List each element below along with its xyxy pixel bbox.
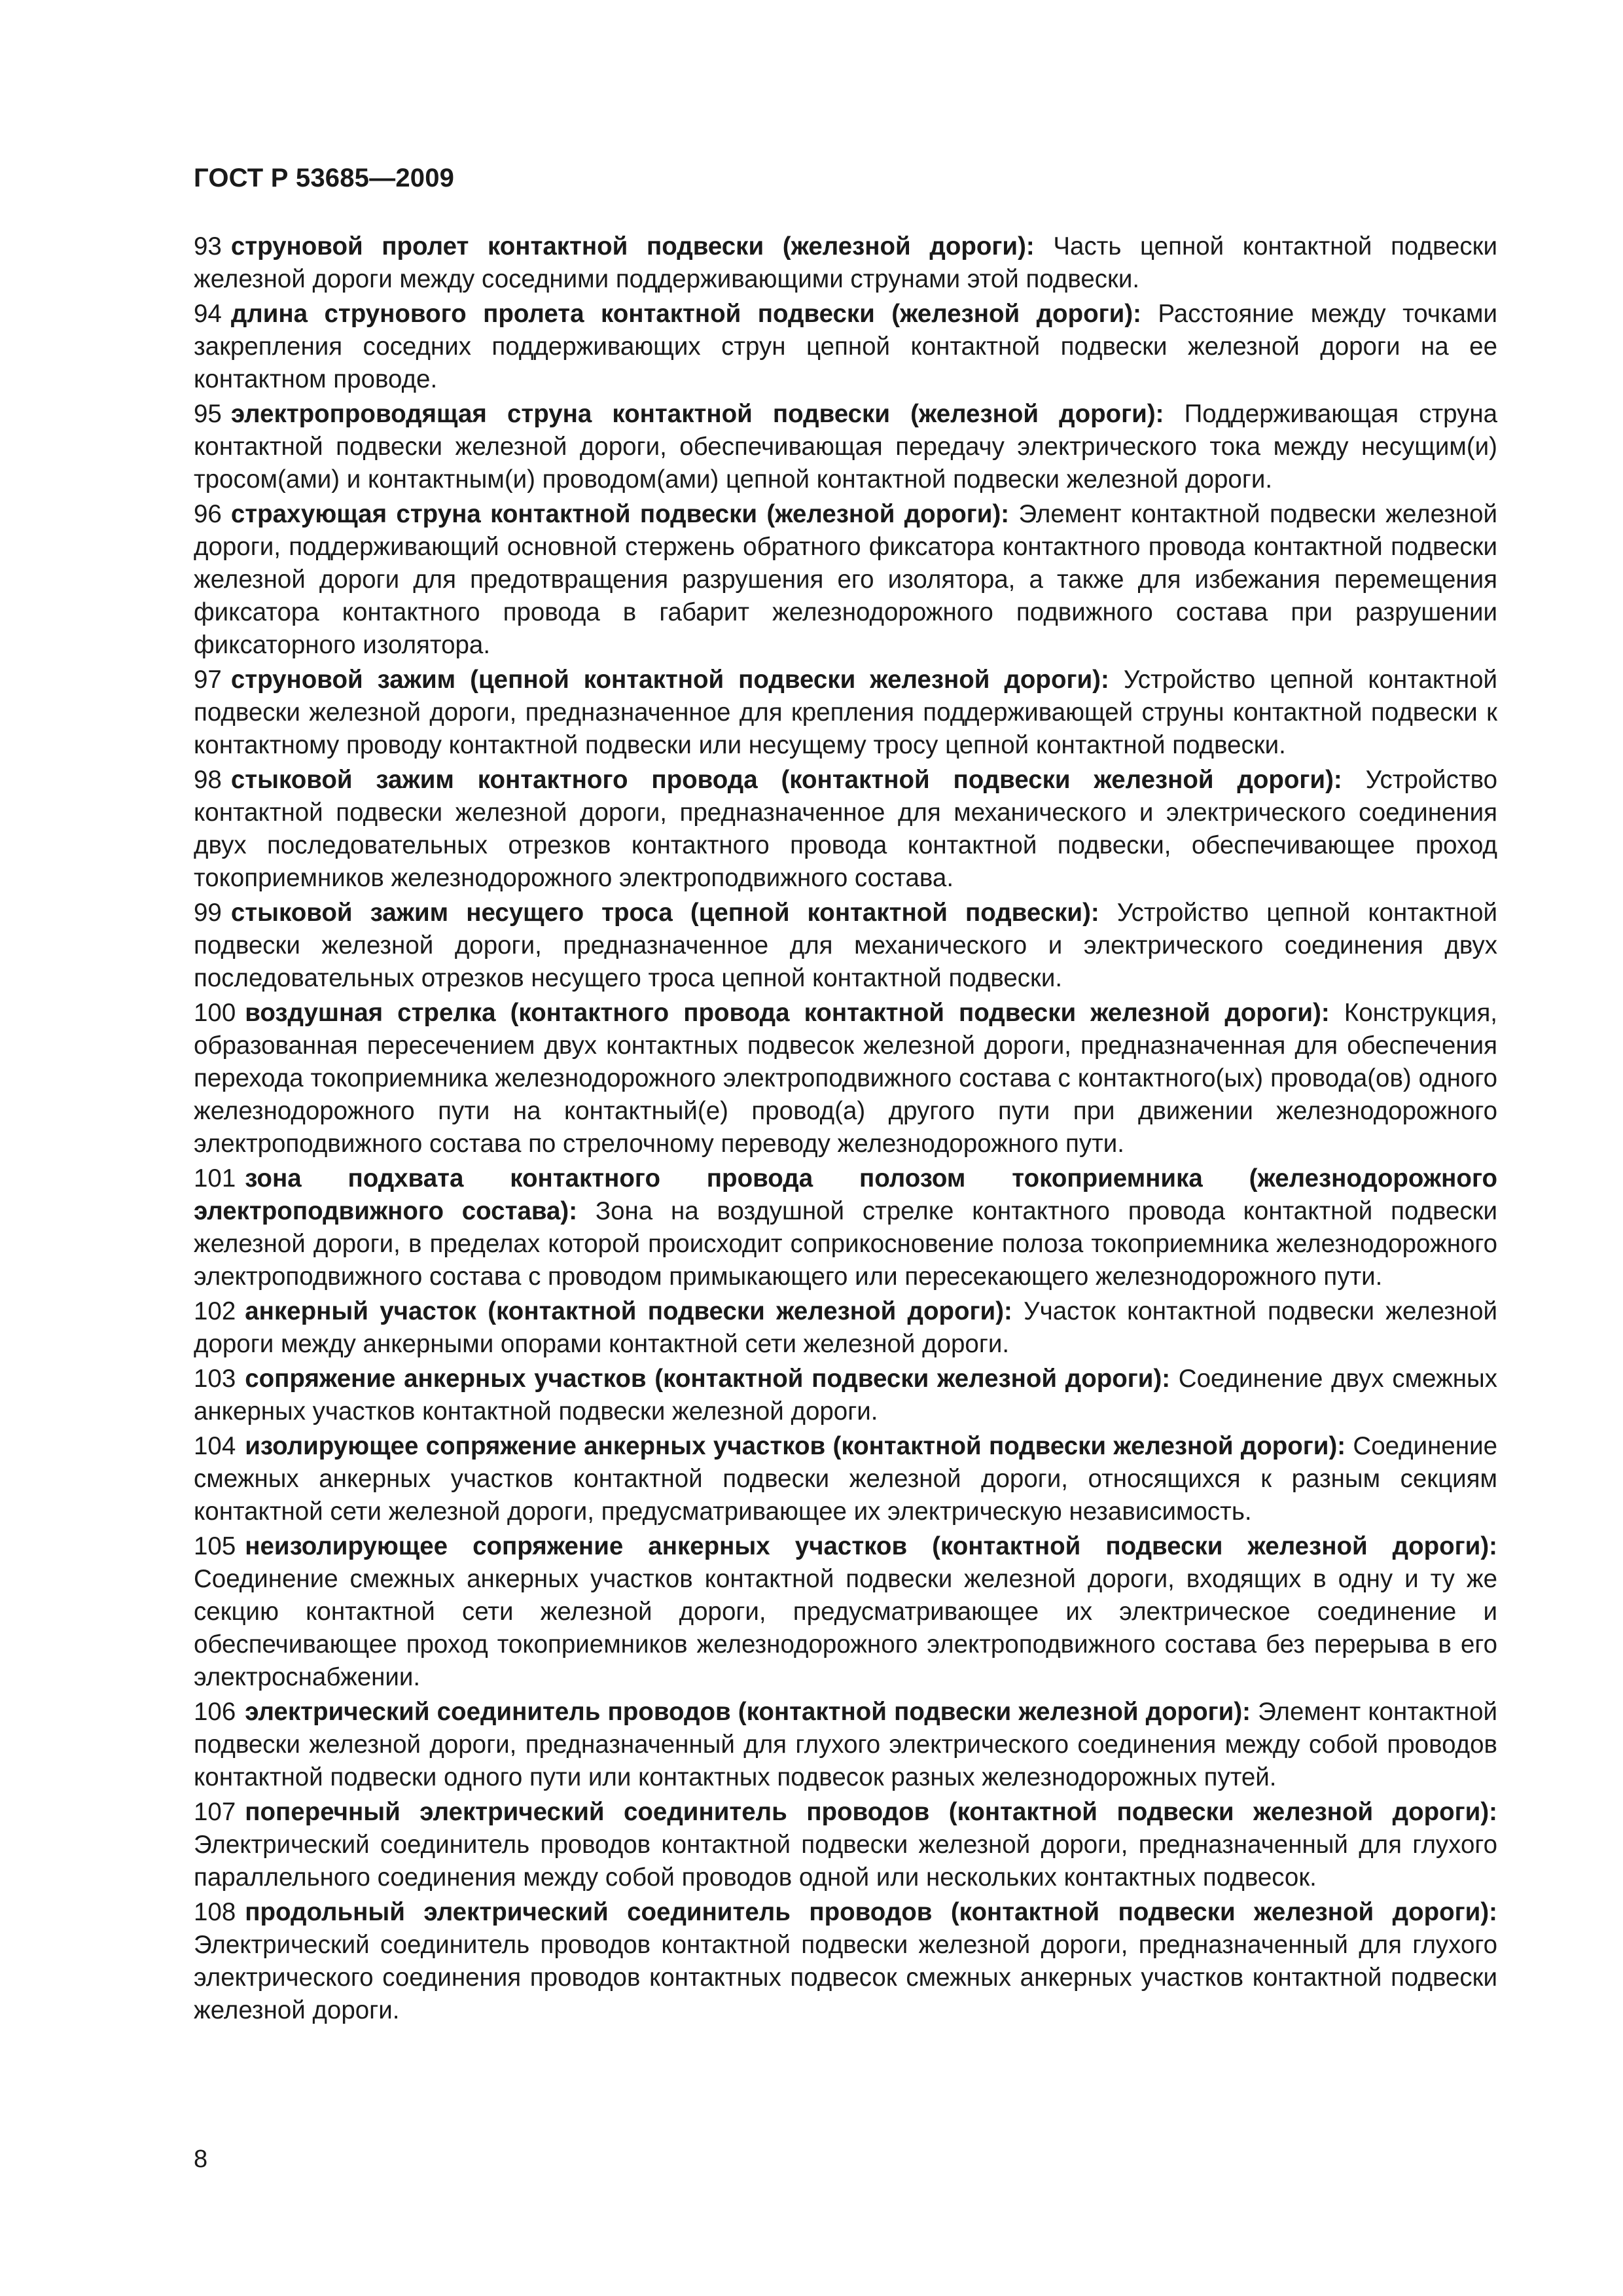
term-title: воздушная стрелка (контактного провода контактной подвески железной дороги): [245,999,1330,1027]
term-entry-104 [194,1430,1497,1528]
term-entry-99 [194,897,1497,995]
term-definition: Электрический соединитель проводов контактной подвески железной дороги, предназначенный для глухого электрического соединения проводов контактных подвесок смежных анкерных участков контактной подвески железной дороги. [194,1931,1497,2024]
terms-list [194,230,1497,2029]
term-number: 100 [194,999,236,1027]
term-title: продольный электрический соединитель проводов (контактной подвески железной дороги): [245,1898,1497,1926]
term-title: изолирующее сопряжение анкерных участков (контактной подвески железной дороги): [245,1432,1346,1460]
term-title: стыковой зажим несущего троса (цепной контактной подвески): [230,899,1099,927]
term-definition: Соединение смежных анкерных участков контактной подвески железной дороги, относящихся к разным секциям контактной сети железной дороги, предусматривающее их электрическую независимость. [194,1432,1497,1526]
term-number: 99 [194,899,222,927]
term-entry-96 [194,498,1497,662]
term-number: 104 [194,1432,236,1460]
term-number: 93 [194,232,222,260]
term-definition: Часть цепной контактной подвески железной дороги между соседними поддерживающими струнами этой подвески. [194,232,1497,293]
term-definition: Устройство цепной контактной подвески железной дороги, предназначенное для механического и электрического соединения двух последовательных отрезков несущего троса цепной контактной подвески. [194,899,1498,992]
term-entry-97 [194,664,1497,762]
term-entry-93 [194,230,1497,296]
term-number: 97 [194,666,222,694]
term-number: 101 [194,1164,236,1193]
term-entry-108 [194,1896,1497,2027]
term-number: 96 [194,500,222,528]
term-number: 105 [194,1532,236,1560]
term-entry-102 [194,1295,1497,1361]
term-title: стыковой зажим контактного провода (контактной подвески железной дороги): [230,766,1342,794]
term-entry-95 [194,398,1497,496]
term-title: струновой пролет контактной подвески (железной дороги): [230,232,1035,260]
term-definition: Соединение смежных анкерных участков контактной подвески железной дороги, входящих в одну и ту же секцию контактной сети железной дороги, предусматривающее их электрическое соединение и обеспечивающее проход токоприемников железнодорожного электроподвижного состава без перерыва в его электроснабжении. [194,1565,1497,1691]
term-title: поперечный электрический соединитель проводов (контактной подвески железной дороги): [245,1798,1497,1826]
term-entry-105 [194,1530,1497,1694]
page-number: 8 [194,2145,208,2173]
term-definition: Элемент контактной подвески железной дороги, поддерживающий основной стержень обратного фиксатора контактного провода контактной подвески железной дороги для предотвращения разрушения его изолятора, а также для избежания перемещения фиксатора контактного провода в габарит железнодорожного подвижного состава при разрушении фиксаторного изолятора. [194,500,1497,659]
term-title: струновой зажим (цепной контактной подвески железной дороги): [230,666,1109,694]
term-title: страхующая струна контактной подвески (железной дороги): [230,500,1010,528]
term-title: зона подхвата контактного провода полозом токоприемника (железнодорожного электроподвижного состава): [194,1164,1497,1225]
term-number: 103 [194,1365,236,1393]
term-number: 107 [194,1798,236,1826]
term-title: анкерный участок (контактной подвески железной дороги): [245,1297,1012,1325]
term-title: электрический соединитель проводов (контактной подвески железной дороги): [245,1698,1251,1726]
term-number: 102 [194,1297,236,1325]
term-number: 106 [194,1698,236,1726]
document-header: ГОСТ Р 53685—2009 [194,164,455,192]
term-definition: Устройство контактной подвески железной дороги, предназначенное для механического и электрического соединения двух последовательных отрезков контактного провода контактной подвески, обеспечивающее проход токоприемников железнодорожного электроподвижного состава. [194,766,1498,892]
term-title: длина струнового пролета контактной подвески (железной дороги): [230,300,1141,328]
term-entry-103 [194,1363,1497,1428]
term-number: 108 [194,1898,236,1926]
term-entry-94 [194,298,1497,396]
term-number: 98 [194,766,222,794]
term-definition: Поддерживающая струна контактной подвески железной дороги, обеспечивающая передачу электрического тока между несущим(и) тросом(ами) и контактным(и) проводом(ами) цепной контактной подвески железной дороги. [194,400,1497,493]
term-definition: Электрический соединитель проводов контактной подвески железной дороги, предназначенный для глухого параллельного соединения между собой проводов одной или нескольких контактных подвесок. [194,1831,1497,1892]
term-entry-98 [194,764,1497,895]
term-definition: Участок контактной подвески железной дороги между анкерными опорами контактной сети железной дороги. [194,1297,1497,1358]
term-entry-107 [194,1796,1497,1894]
term-number: 94 [194,300,222,328]
term-title: неизолирующее сопряжение анкерных участков (контактной подвески железной дороги): [245,1532,1497,1560]
term-number: 95 [194,400,222,428]
term-definition: Зона на воздушной стрелке контактного провода контактной подвески железной дороги, в пределах которой происходит соприкосновение полоза токоприемника железнодорожного электроподвижного состава с проводом примыкающего или пересекающего железнодорожного пути. [194,1197,1498,1291]
term-entry-106 [194,1696,1497,1794]
term-definition: Конструкция, образованная пересечением двух контактных подвесок железной дороги, предназначенная для обеспечения перехода токоприемника железнодорожного электроподвижного состава с контактного(ых) провода(ов) одного железнодорожного пути на контактный(е) провод(а) другого пути при движении железнодорожного электроподвижного состава по стрелочному переводу железнодорожного пути. [194,999,1497,1158]
term-entry-101 [194,1162,1497,1293]
term-title: электропроводящая струна контактной подвески (железной дороги): [230,400,1164,428]
term-definition: Элемент контактной подвески железной дороги, предназначенный для глухого электрического соединения между собой проводов контактной подвески одного пути или контактных подвесок разных железнодорожных путей. [194,1698,1497,1791]
term-definition: Устройство цепной контактной подвески железной дороги, предназначенное для крепления поддерживающей струны контактной подвески к контактному проводу контактной подвески или несущему тросу цепной контактной подвески. [194,666,1498,759]
term-title: сопряжение анкерных участков (контактной подвески железной дороги): [245,1365,1171,1393]
term-entry-100 [194,997,1497,1160]
term-definition: Расстояние между точками закрепления соседних поддерживающих струн цепной контактной подвески железной дороги на ее контактном проводе. [194,300,1497,393]
term-definition: Соединение двух смежных анкерных участков контактной подвески железной дороги. [194,1365,1497,1426]
